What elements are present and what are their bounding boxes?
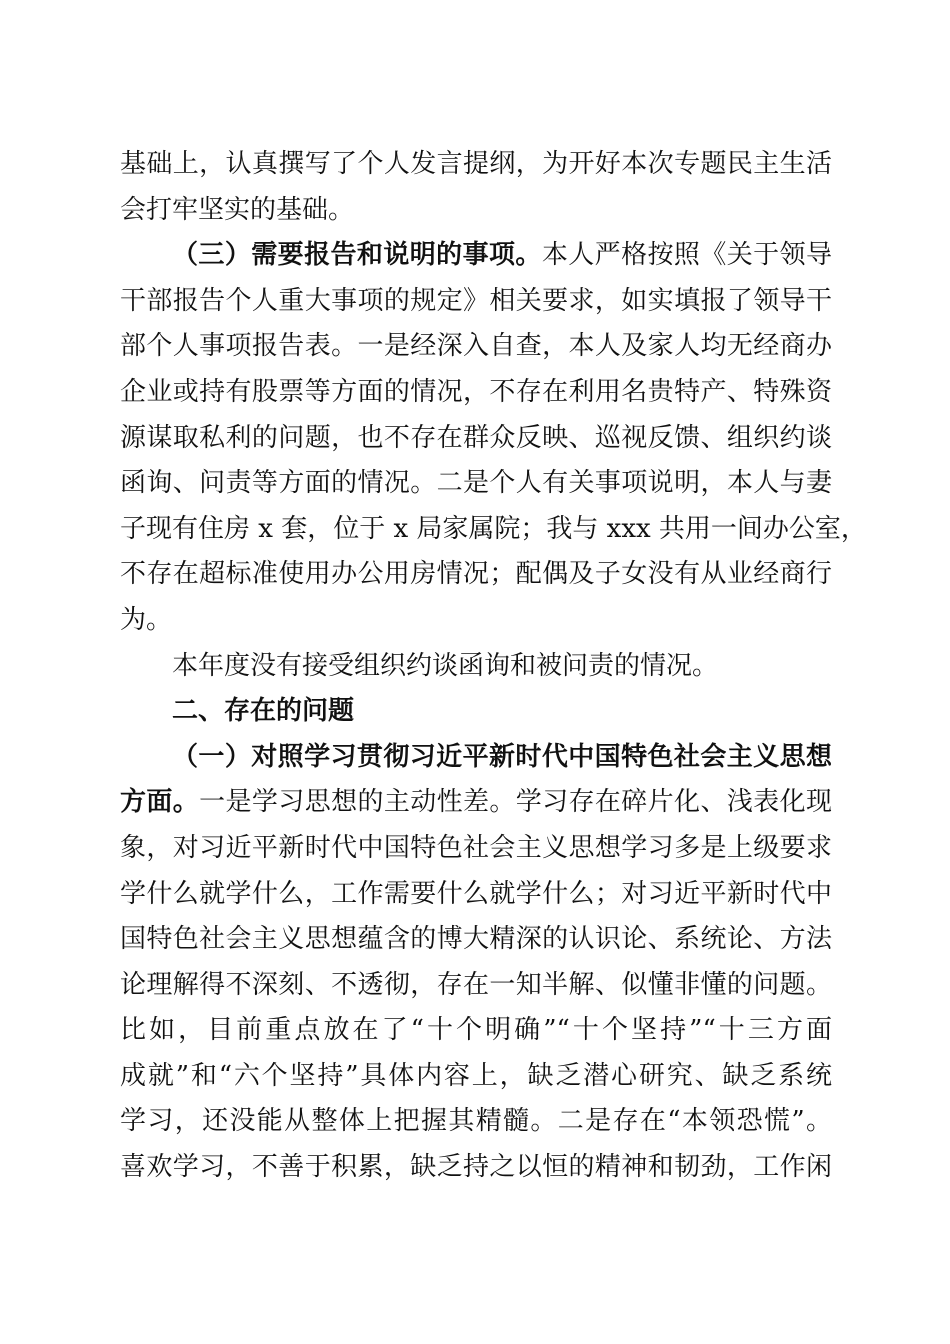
- section-title: 二、存在的问题: [172, 696, 355, 727]
- text-line: 不存在超标准使用办公用房情况；配偶及子女没有从业经商行: [120, 559, 832, 590]
- text-line: 喜欢学习，不善于积累，缺乏持之以恒的精神和韧劲，工作闲: [120, 1152, 832, 1183]
- text-line: 函询、问责等方面的情况。二是个人有关事项说明，本人与妻: [120, 468, 832, 499]
- text-line: 企业或持有股票等方面的情况，不存在利用名贵特产、特殊资: [120, 376, 832, 407]
- paragraph-lead-heading: 方面。: [120, 787, 200, 818]
- paragraph-1: [120, 142, 832, 233]
- text-line: 国特色社会主义思想蕴含的博大精深的认识论、系统论、方法: [120, 924, 832, 955]
- text-line: 学什么就学什么，工作需要什么就学什么；对习近平新时代中: [120, 878, 832, 909]
- text-line: 干部报告个人重大事项的规定》相关要求，如实填报了领导干: [120, 285, 832, 316]
- text-line: 子现有住房 x 套，位于 x 局家属院；我与 xxx 共用一间办公室，: [120, 513, 867, 544]
- paragraph-lead-text: 本人严格按照《关于领导: [541, 240, 832, 271]
- text-line: 部个人事项报告表。一是经深入自查，本人及家人均无经商办: [120, 331, 832, 362]
- text-line: 成就”和“六个坚持”具体内容上，缺乏潜心研究、缺乏系统: [120, 1060, 832, 1091]
- text-line: 学习，还没能从整体上把握其精髓。二是存在“本领恐慌”。: [120, 1106, 832, 1137]
- text-line: 象，对习近平新时代中国特色社会主义思想学习多是上级要求: [120, 832, 832, 863]
- paragraph-2: [120, 233, 867, 643]
- text-line: 会打牢坚实的基础。: [120, 194, 355, 225]
- text-line: 基础上，认真撰写了个人发言提纲，为开好本次专题民主生活: [120, 149, 832, 179]
- text-line: 比如，目前重点放在了“十个明确”“十个坚持”“十三方面: [120, 1015, 832, 1046]
- paragraph-3: [120, 644, 832, 690]
- paragraph-4: [120, 735, 832, 1191]
- text-line: 源谋取私利的问题，也不存在群众反映、巡视反馈、组织约谈: [120, 422, 832, 453]
- paragraph-lead-text: 一是学习思想的主动性差。学习存在碎片化、浅表化现: [199, 787, 832, 818]
- text-line: [120, 233, 832, 279]
- text-line: 本年度没有接受组织约谈函询和被问责的情况。: [172, 650, 719, 681]
- text-line: 为。: [120, 604, 173, 635]
- document-page: [120, 142, 867, 1191]
- text-line: [120, 780, 832, 826]
- text-line: 论理解得不深刻、不透彻，存在一知半解、似懂非懂的问题。: [120, 969, 832, 1000]
- section-heading: [120, 689, 832, 735]
- paragraph-lead-heading: （三）需要报告和说明的事项。: [172, 240, 542, 271]
- text-line: （一）对照学习贯彻习近平新时代中国特色社会主义思想: [172, 741, 832, 772]
